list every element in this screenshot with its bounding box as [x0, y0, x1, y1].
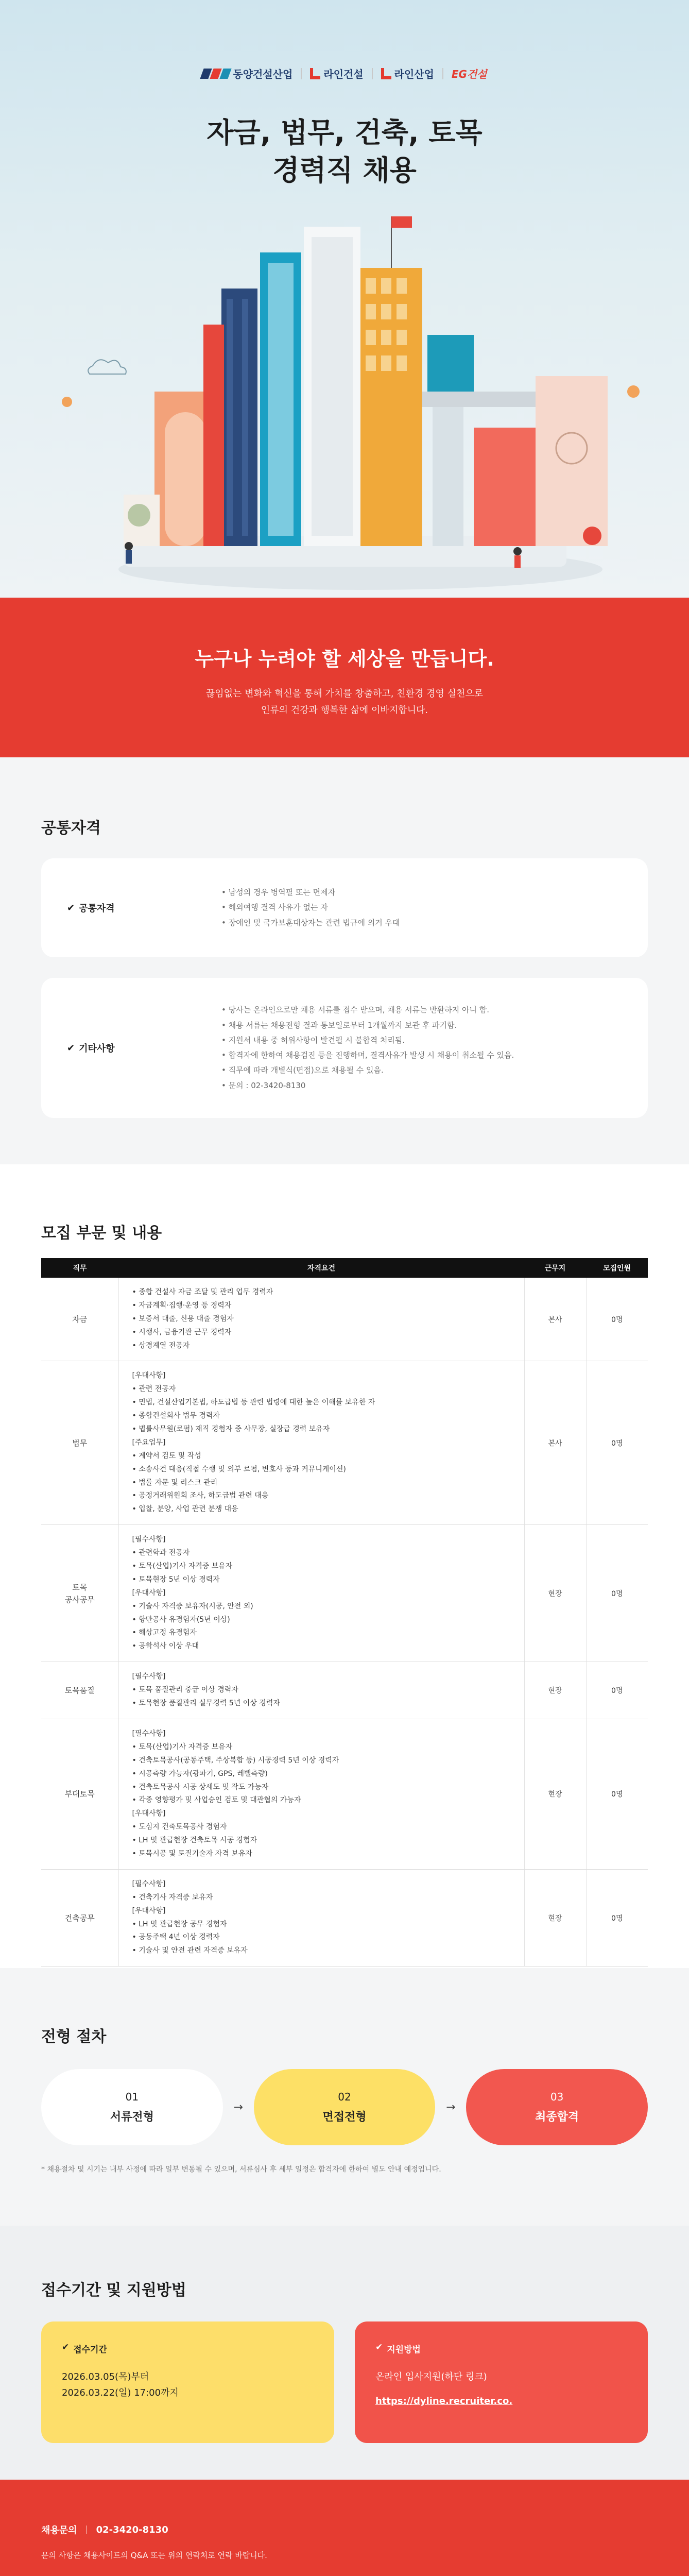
requirement-line: • 건축토목공사(공동주택, 주상복합 등) 시공경력 5년 이상 경력자	[132, 1756, 339, 1765]
process-note: * 채용절차 및 시기는 내부 사정에 따라 일부 변동될 수 있으며, 서류심사 후 세부 일정은 합격자에 한하여 별도 안내 예정입니다.	[41, 2165, 441, 2174]
requirement-line: • 시행사, 금융기관 근무 경력자	[132, 1328, 232, 1336]
list-item: • 합격자에 한하여 채용검진 등을 진행하며, 결격사유가 발생 시 채용이 취소될 수 있음.	[221, 1048, 514, 1063]
requirement-line: • 자금계획·집행·운영 등 경력자	[132, 1301, 232, 1310]
requirement-line: [우대사항]	[132, 1588, 166, 1597]
other-notes-card	[41, 978, 648, 1118]
contact-label: 채용문의	[41, 2525, 77, 2536]
step-interview: 02 면접전형	[254, 2069, 436, 2145]
banner-title: 누구나 누려야 할 세상을 만듭니다.	[195, 648, 494, 670]
table-row	[41, 1869, 648, 1966]
period-cards	[41, 2321, 648, 2443]
line-logo-icon	[310, 68, 320, 79]
card-label: ✔ 지원방법	[375, 2342, 421, 2355]
requirement-line: • 항만공사 유경험자(5년 이상)	[132, 1615, 230, 1624]
dongyang-logo-icon	[202, 69, 230, 79]
requirement-line: • 도심지 건축토목공사 경험자	[132, 1823, 227, 1832]
requirement-line: • 계약서 검토 및 작성	[132, 1451, 201, 1460]
cell-count: 0명	[586, 1869, 648, 1966]
requirement-line: • 입찰, 분양, 사업 관련 분쟁 대응	[132, 1505, 238, 1514]
requirement-line: [우대사항]	[132, 1906, 166, 1915]
qualification-card	[41, 858, 648, 957]
cell-role: 법무	[41, 1361, 118, 1525]
requirement-line: • 관련학과 전공자	[132, 1549, 190, 1557]
check-icon: ✔	[62, 2342, 70, 2352]
requirement-line: [필수사항]	[132, 1535, 166, 1544]
cell-location: 현장	[524, 1719, 586, 1869]
cell-requirements	[118, 1525, 524, 1662]
city-illustration	[0, 206, 689, 598]
requirement-line: [필수사항]	[132, 1879, 166, 1888]
common-qualifications-section	[0, 757, 689, 1164]
qualification-list	[221, 885, 400, 930]
period-value: 2026.03.05(목)부터 2026.03.22(일) 17:00까지	[62, 2371, 179, 2398]
requirement-line: • 공정거래위원회 조사, 하도급법 관련 대응	[132, 1492, 269, 1500]
method-card	[355, 2321, 648, 2443]
table-body	[41, 1278, 648, 1967]
cell-location: 본사	[524, 1361, 586, 1525]
cell-requirements	[118, 1719, 524, 1869]
requirement-line: • 토목(산업)기사 자격증 보유자	[132, 1742, 233, 1751]
hero-title: 자금, 법무, 건축, 토목 경력직 채용	[206, 116, 483, 187]
list-item: • 직무에 따라 개별식(면접)으로 채용될 수 있음.	[221, 1063, 514, 1078]
list-item: • 당사는 온라인으로만 채용 서류를 접수 받으며, 채용 서류는 반환하지 아니 함.	[221, 1003, 514, 1018]
recruitment-table	[41, 1258, 648, 1967]
cell-role: 건축공무	[41, 1869, 118, 1966]
requirement-line: • 건축토목공사 시공 상세도 및 작도 가능자	[132, 1783, 269, 1791]
card-label: ✔ 공통자격	[67, 902, 115, 914]
line-logo-icon	[381, 68, 391, 79]
step-final: 03 최종합격	[466, 2069, 648, 2145]
requirement-line: • 보증서 대출, 신용 대출 경험자	[132, 1314, 234, 1323]
list-item: • 장애인 및 국가보훈대상자는 관련 법규에 의거 우대	[221, 916, 400, 930]
requirement-line: • 토목시공 및 토질기술자 자격 보유자	[132, 1849, 252, 1858]
logo-text: 라인건설	[323, 68, 364, 80]
contact-row	[41, 2523, 648, 2536]
logo-dongyang	[202, 66, 292, 81]
cell-requirements	[118, 1869, 524, 1966]
requirement-line: • 해상고정 유경험자	[132, 1629, 197, 1637]
logo-text: EG건설	[451, 68, 487, 80]
section-title: 전형 절차	[41, 2028, 107, 2046]
header-role: 직무	[41, 1258, 118, 1278]
cell-count: 0명	[586, 1662, 648, 1719]
requirement-line: • 관련 전공자	[132, 1385, 176, 1394]
cell-role: 토목품질	[41, 1662, 118, 1719]
step-document: 01 서류전형	[41, 2069, 223, 2145]
method-value: 온라인 입사지원(하단 링크)	[375, 2371, 487, 2382]
list-item: • 지원서 내용 중 허위사항이 발견될 시 불합격 처리됨.	[221, 1033, 514, 1048]
requirement-line: • 공동주택 4년 이상 경력자	[132, 1933, 220, 1942]
requirement-line: • 민법, 건설산업기본법, 하도급법 등 관련 법령에 대한 높은 이해를 보유한 자	[132, 1398, 375, 1407]
list-item: • 해외여행 결격 사유가 없는 자	[221, 900, 400, 915]
requirement-line: • LH 및 관급현장 공무 경험자	[132, 1920, 227, 1928]
header-requirements: 자격요건	[118, 1258, 524, 1278]
logo-divider	[442, 68, 443, 79]
cell-location: 현장	[524, 1662, 586, 1719]
requirement-line: • 토목 품질관리 중급 이상 경력자	[132, 1686, 238, 1694]
banner-description: 끊임없는 변화와 혁신을 통해 가치를 창출하고, 친환경 경영 실천으로 인류의 건강과 행복한 삶에 이바지합니다.	[205, 688, 484, 716]
requirement-line: • 공학석사 이상 우대	[132, 1642, 199, 1651]
requirement-line: • 건축기사 자격증 보유자	[132, 1893, 213, 1902]
card-label: ✔ 접수기간	[62, 2342, 107, 2355]
requirement-line: • 시공측량 가능자(광파기, GPS, 레벨측량)	[132, 1769, 268, 1778]
cell-role: 토목 공사공무	[41, 1525, 118, 1662]
requirement-line: [필수사항]	[132, 1672, 166, 1681]
check-icon: ✔	[67, 1042, 75, 1054]
list-item: • 남성의 경우 병역필 또는 면제자	[221, 885, 400, 900]
requirement-line: • 토목(산업)기사 자격증 보유자	[132, 1562, 233, 1571]
cell-requirements	[118, 1278, 524, 1361]
logo-text: 라인산업	[394, 68, 434, 80]
requirement-line: • 각종 영향평가 및 사업승인 검토 및 대관협의 가능자	[132, 1796, 301, 1805]
cell-requirements	[118, 1662, 524, 1719]
table-row	[41, 1361, 648, 1525]
process-steps	[41, 2069, 648, 2145]
requirement-line: [우대사항]	[132, 1809, 166, 1818]
logo-line-construction	[310, 66, 363, 81]
cell-role: 자금	[41, 1278, 118, 1361]
period-card	[41, 2321, 334, 2443]
logo-divider	[301, 68, 302, 79]
table-row	[41, 1719, 648, 1869]
footer-description: 문의 사항은 채용사이트의 Q&A 또는 위의 연락처로 연락 바랍니다.	[41, 2551, 267, 2560]
company-logos	[0, 66, 689, 81]
requirement-line: • 상경계열 전공자	[132, 1341, 190, 1350]
logo-divider	[372, 68, 373, 79]
section-title: 모집 부문 및 내용	[41, 1224, 162, 1242]
table-header-row	[41, 1258, 648, 1278]
arrow-right-icon: →	[446, 2100, 456, 2114]
requirement-line: • 소송사건 대응(직접 수행 및 외부 로펌, 변호사 등과 커뮤니케이션)	[132, 1465, 346, 1473]
requirement-line: • LH 및 관급현장 건축토목 시공 경험자	[132, 1836, 257, 1845]
logo-line-industry	[381, 66, 434, 81]
process-section	[0, 1968, 689, 2226]
table-row	[41, 1525, 648, 1662]
cell-location: 현장	[524, 1869, 586, 1966]
cell-count: 0명	[586, 1719, 648, 1869]
cell-location: 본사	[524, 1278, 586, 1361]
cell-count: 0명	[586, 1525, 648, 1662]
arrow-right-icon: →	[233, 2100, 243, 2114]
requirement-line: • 종합건설회사 법무 경력자	[132, 1412, 220, 1420]
cell-role: 부대토목	[41, 1719, 118, 1869]
list-item: • 문의 : 02-3420-8130	[221, 1078, 514, 1093]
logo-eg	[452, 66, 487, 81]
apply-link[interactable]: https://dyline.recruiter.co.	[375, 2395, 513, 2406]
check-icon: ✔	[375, 2342, 383, 2352]
requirement-line: • 기술사 자격증 보유자(시공, 안전 외)	[132, 1602, 253, 1611]
mission-banner	[0, 598, 689, 757]
application-period-section	[0, 2226, 689, 2480]
table-row	[41, 1662, 648, 1719]
section-title: 접수기간 및 지원방법	[41, 2281, 186, 2299]
list-item: • 채용 서류는 채용전형 결과 통보일로부터 1개월까지 보관 후 파기함.	[221, 1018, 514, 1033]
requirement-line: • 종합 건설사 자금 조달 및 관리 업무 경력자	[132, 1288, 273, 1296]
check-icon: ✔	[67, 902, 75, 913]
header-count: 모집인원	[586, 1258, 648, 1278]
recruitment-section	[0, 1164, 689, 1968]
notes-list	[221, 1003, 514, 1093]
requirement-line: [주요업무]	[132, 1438, 166, 1447]
cell-requirements	[118, 1361, 524, 1525]
requirement-line: • 기술사 및 안전 관련 자격증 보유자	[132, 1946, 248, 1955]
logo-text: 동양건설산업	[233, 68, 293, 80]
header-location: 근무지	[524, 1258, 586, 1278]
table-row	[41, 1278, 648, 1361]
cell-count: 0명	[586, 1361, 648, 1525]
requirement-line: • 토목현장 5년 이상 경력자	[132, 1575, 220, 1584]
cell-location: 현장	[524, 1525, 586, 1662]
requirement-line: [우대사항]	[132, 1371, 166, 1380]
footer	[0, 2480, 689, 2576]
contact-phone[interactable]: 02-3420-8130	[96, 2524, 168, 2535]
card-label: ✔ 기타사항	[67, 1042, 115, 1054]
section-title: 공통자격	[41, 819, 101, 837]
requirement-line: • 법률사무원(로펌) 재직 경험자 중 사무장, 실장급 경력 보유자	[132, 1425, 330, 1434]
requirement-line: • 법률 자문 및 리스크 관리	[132, 1478, 218, 1487]
requirement-line: [필수사항]	[132, 1729, 166, 1738]
requirement-line: • 토목현장 품질관리 실무경력 5년 이상 경력자	[132, 1699, 280, 1708]
hero-section	[0, 0, 689, 598]
cell-count: 0명	[586, 1278, 648, 1361]
